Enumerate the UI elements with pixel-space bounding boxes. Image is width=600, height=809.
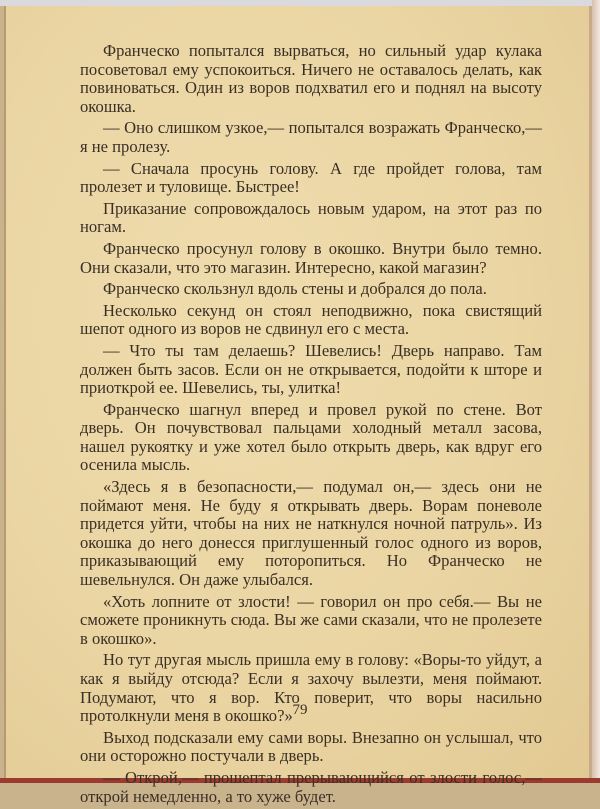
paragraph: Франческо попытался вырваться, но сильный удар кулака посоветовал ему успокоиться. Ничего не оставалось делать, как повиноваться. Один из воров подхватил его и поднял на высоту окошка. [80,42,542,116]
paragraph: Франческо шагнул вперед и провел рукой по стене. Вот дверь. Он почувствовал пальцами холодный металл засова, нашел рукоятку и уже хотел было открыть дверь, как вдруг его осенила мысль. [80,401,542,475]
page-body-text [80,42,542,809]
paragraph: — Открой,— прошептал прерывающийся от злости голос,— открой немедленно, а то хуже будет. [80,769,542,806]
paragraph: Приказание сопровождалось новым ударом, на этот раз по ногам. [80,200,542,237]
paragraph: — Сначала просунь голову. А где пройдет голова, там пролезет и туловище. Быстрее! [80,160,542,197]
paragraph: «Хоть лопните от злости! — говорил он про себя.— Вы не сможете проникнуть сюда. Вы же сами сказали, что не пролезете в окошко». [80,593,542,649]
paragraph: Несколько секунд он стоял неподвижно, пока свистящий шепот одного из воров не сдвинул его с места. [80,302,542,339]
paragraph: Франческо скользнул вдоль стены и добрался до пола. [80,280,542,299]
paragraph: Франческо просунул голову в окошко. Внутри было темно. Они сказали, что это магазин. Интересно, какой магазин? [80,240,542,277]
page-number: 79 [0,702,600,719]
paragraph: — Оно слишком узкое,— попытался возражать Франческо,— я не пролезу. [80,119,542,156]
scan-right-edge [592,0,600,783]
paragraph: «Здесь я в безопасности,— подумал он,— здесь они не поймают меня. Не буду я открывать дверь. Ворам поневоле придется уйти, чтобы на них не наткнулся ночной патруль». Из окошка до него донесся приглушенный голос одного из воров, приказывающий ему поторопиться. Но Франческо не шевельнулся. Он даже улыбался. [80,478,542,590]
paragraph: — Что ты там делаешь? Шевелись! Дверь направо. Там должен быть засов. Если он не открывается, подойти к шторе и приоткрой ее. Шевелись, ты, улитка! [80,342,542,398]
paragraph: Выход подсказали ему сами воры. Внезапно он услышал, что они осторожно постучали в дверь. [80,729,542,766]
paragraph: Но тут другая мысль пришла ему в голову: «Воры-то уйдут, а как я выйду отсюда? Если я захочу вылезти, меня поймают. Подумают, что я вор. Кто поверит, что воры насильно протолкнули меня в окошко?» [80,651,542,725]
